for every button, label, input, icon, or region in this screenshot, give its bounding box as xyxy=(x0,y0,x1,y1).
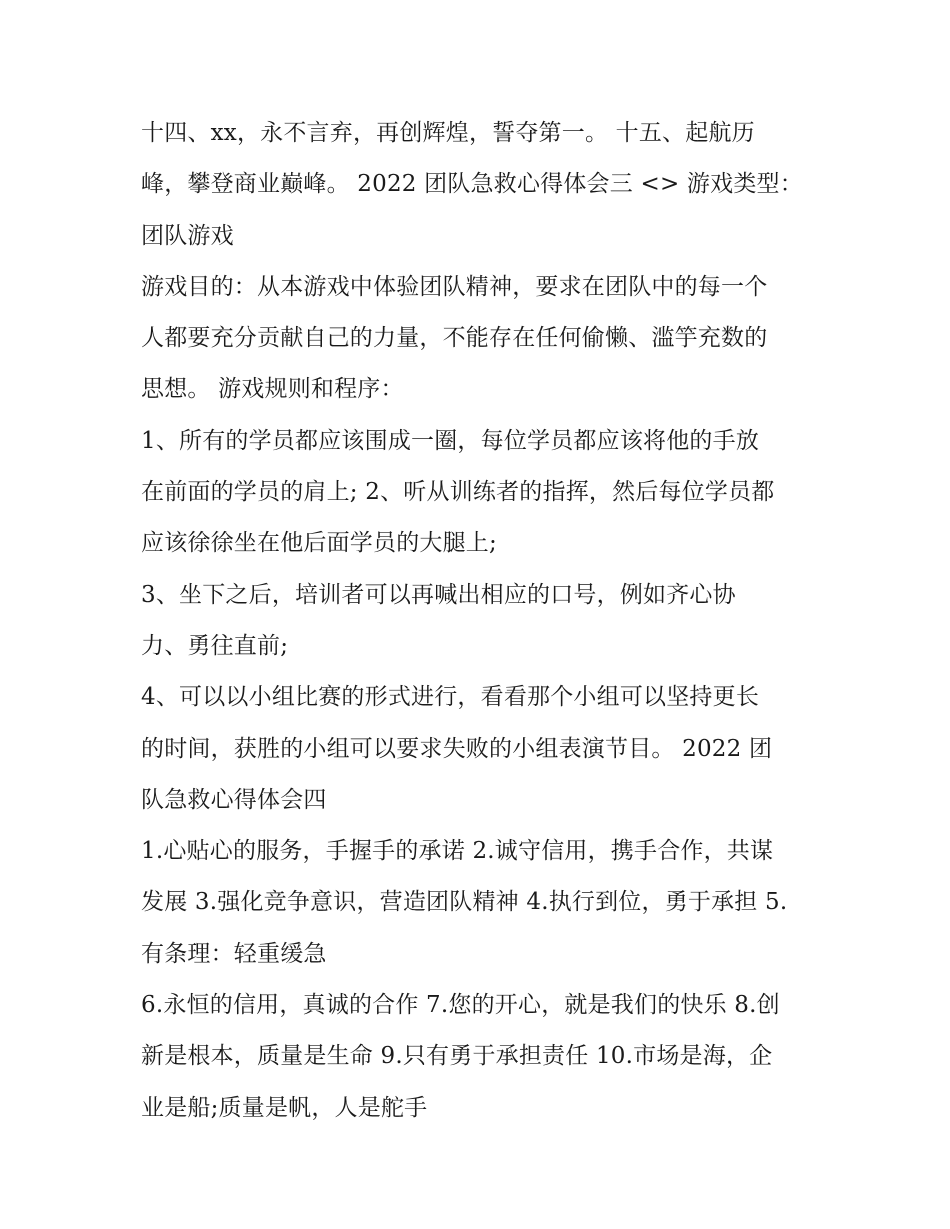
text-line-2: 峰，攀登商业巅峰。 2022 团队急救心得体会三 <> 游戏类型： xyxy=(141,171,803,198)
text-line-17: 有条理：轻重缓急 xyxy=(141,940,327,967)
text-line-13: 的时间，获胜的小组可以要求失败的小组表演节目。 2022 团 xyxy=(141,735,773,762)
text-line-20: 业是船;质量是帆，人是舵手 xyxy=(141,1094,428,1121)
text-line-19: 新是根本，质量是生命 9.只有勇于承担责任 10.市场是海，企 xyxy=(141,1043,773,1070)
text-line-4: 游戏目的：从本游戏中体验团队精神，要求在团队中的每一个 xyxy=(141,273,768,300)
text-line-6: 思想。 游戏规则和程序： xyxy=(141,376,404,403)
document-body xyxy=(141,108,813,1134)
text-line-8: 在前面的学员的肩上; 2、听从训练者的指挥，然后每位学员都 xyxy=(141,479,775,506)
text-line-15: 1.心贴心的服务，手握手的承诺 2.诚守信用，携手合作，共谋 xyxy=(141,838,774,865)
text-line-5: 人都要充分贡献自己的力量，不能存在任何偷懒、滥竽充数的 xyxy=(141,325,768,352)
text-line-10: 3、坐下之后，培训者可以再喊出相应的口号，例如齐心协 xyxy=(141,581,736,608)
text-line-7: 1、所有的学员都应该围成一圈，每位学员都应该将他的手放 xyxy=(141,427,760,454)
text-line-16: 发展 3.强化竞争意识，营造团队精神 4.执行到位，勇于承担 5. xyxy=(141,889,788,916)
text-line-14: 队急救心得体会四 xyxy=(141,786,327,813)
text-line-12: 4、可以以小组比赛的形式进行，看看那个小组可以坚持更长 xyxy=(141,684,760,711)
text-line-1: 十四、xx，永不言弃，再创辉煌，誓夺第一。 十五、起航历 xyxy=(141,120,755,146)
text-line-11: 力、勇往直前; xyxy=(141,632,289,659)
text-line-18: 6.永恒的信用，真诚的合作 7.您的开心，就是我们的快乐 8.创 xyxy=(141,992,780,1019)
text-line-9: 应该徐徐坐在他后面学员的大腿上; xyxy=(141,530,497,557)
text-line-3: 团队游戏 xyxy=(141,222,234,249)
